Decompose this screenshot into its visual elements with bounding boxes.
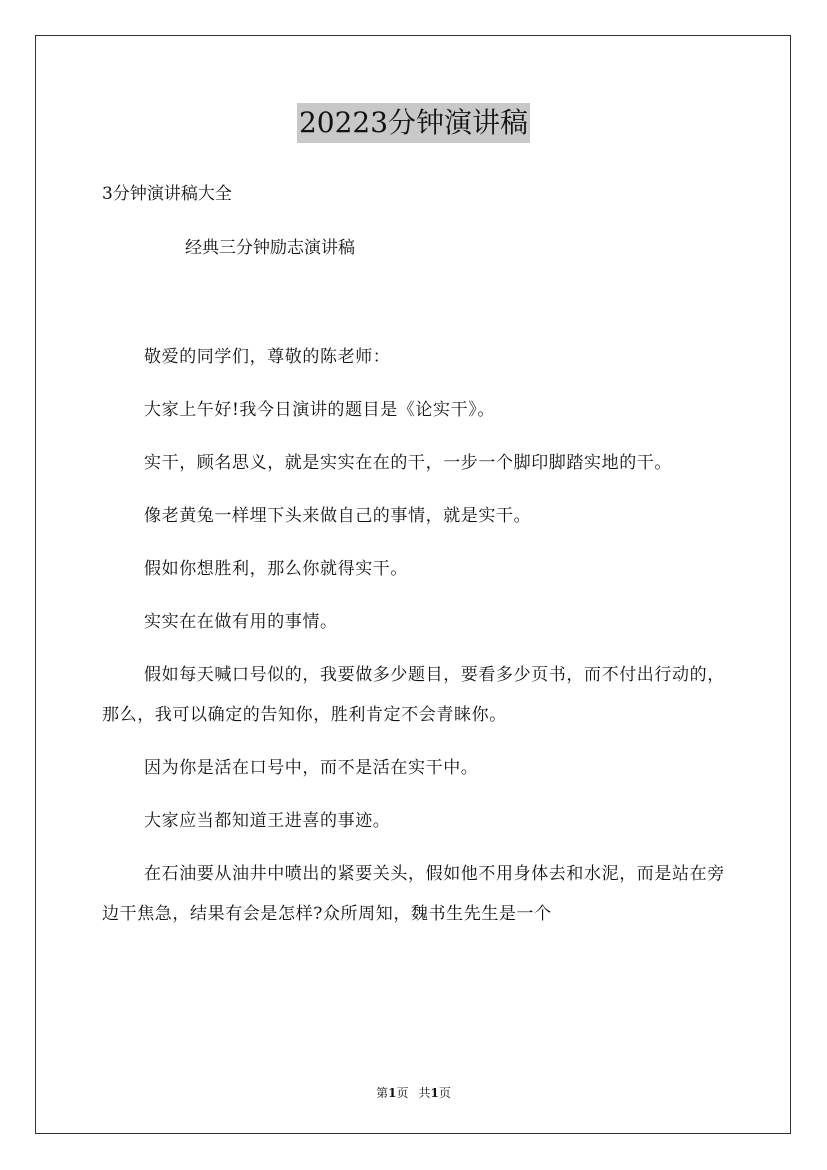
- paragraph: 假如每天喊口号似的，我要做多少题目，要看多少页书，而不付出行动的，那么，我可以确定的告知你，胜利肯定不会青睐你。: [102, 665, 725, 725]
- document-body: [102, 337, 728, 947]
- paragraph: 假如你想胜利，那么你就得实干。: [144, 559, 408, 579]
- footer-total-number: 1: [430, 1086, 439, 1100]
- paragraph: 实干，顾名思义，就是实实在在的干，一步一个脚印脚踏实地的干。: [144, 453, 672, 473]
- paragraph: 实实在在做有用的事情。: [144, 612, 338, 632]
- paragraph: 大家上午好!我今日演讲的题目是《论实干》。: [144, 400, 495, 420]
- paragraph: 因为你是活在口号中，而不是活在实干中。: [144, 758, 479, 778]
- document-title-text: 20223分钟演讲稿: [297, 103, 530, 143]
- document-title: [0, 102, 827, 143]
- document-subtitle: 3分钟演讲稿大全: [102, 184, 232, 204]
- page-footer: [0, 1084, 827, 1102]
- footer-total-suffix: 页: [438, 1086, 451, 1100]
- paragraph: 在石油要从油井中喷出的紧要关头，假如他不用身体去和水泥，而是站在旁边干焦急，结果有会是怎样?众所周知，魏书生先生是一个: [102, 864, 725, 924]
- paragraph: 敬爱的同学们，尊敬的陈老师：: [144, 347, 391, 367]
- paragraph: 像老黄兔一样埋下头来做自己的事情，就是实干。: [144, 506, 532, 526]
- footer-page-number: 1: [388, 1086, 397, 1100]
- speech-heading: 经典三分钟励志演讲稿: [185, 238, 355, 258]
- paragraph: 大家应当都知道王进喜的事迹。: [144, 811, 391, 831]
- footer-page-suffix: 页: [396, 1086, 409, 1100]
- footer-page-prefix: 第: [376, 1086, 389, 1100]
- footer-total-prefix: 共: [418, 1086, 431, 1100]
